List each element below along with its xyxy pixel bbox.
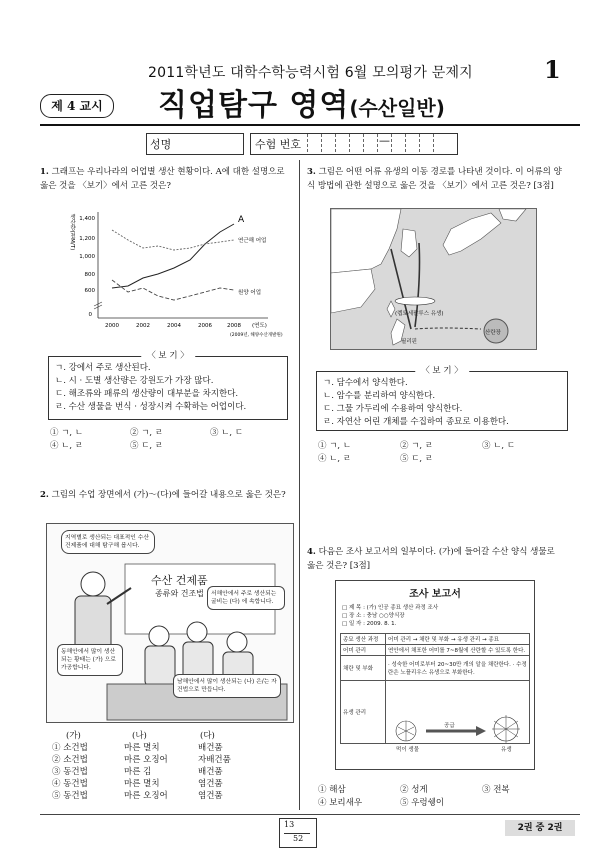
q1-bogi-item: ㄹ. 수산 생물을 번식 · 성장시켜 수확하는 어업이다. <box>55 402 247 412</box>
q1-choice-4[interactable]: ④ ㄴ, ㄹ <box>50 441 84 451</box>
table-row: 유생 관리 <box>341 681 530 744</box>
exam-number-box <box>250 133 458 155</box>
q2-text <box>40 489 292 503</box>
q3-text <box>307 166 565 193</box>
q2-cell: ③ 동건법 <box>52 767 88 777</box>
y-tick-1200: 1,200 <box>79 236 95 242</box>
q2-choice-row-5[interactable] <box>52 790 292 802</box>
q2-cell: 자배건품 <box>198 755 231 765</box>
q2-question: 그림의 수업 장면에서 (가)～(다)에 들어갈 내용으로 옳은 것은? <box>51 490 286 500</box>
header-rule <box>40 124 580 126</box>
map-label-spawn: 산란장 <box>485 330 501 336</box>
q2-choice-row-3[interactable] <box>52 766 292 778</box>
q2-illustration <box>46 523 294 723</box>
chart-source: (2009년, 해양수산개발원) <box>230 333 283 338</box>
subject-main: 직업탐구 영역 <box>158 88 350 123</box>
map-label-larva: (렙토세팔루스 유생) <box>395 311 444 317</box>
q4-choice-3[interactable]: ③ 전복 <box>482 785 510 795</box>
q1-choice-3[interactable]: ③ ㄴ, ㄷ <box>210 428 244 438</box>
q1-bogi-item: ㄴ. 시 · 도별 생산량은 강원도가 가장 많다. <box>55 376 214 386</box>
q1-question: 그래프는 우리나라의 어업별 생산 현황이다. A에 대한 설명으로 옳은 것을 〈보기〉에서 고른 것은? <box>40 167 285 191</box>
column-divider <box>299 160 300 810</box>
page-fraction <box>279 818 317 848</box>
q1-text <box>40 166 292 193</box>
y-tick-1000: 1,000 <box>79 254 95 260</box>
q1-bogi-item: ㄱ. 강에서 주로 생산된다. <box>55 363 151 373</box>
q4-choice-1[interactable]: ① 해삼 <box>318 785 346 795</box>
exam-number-cells <box>307 134 457 154</box>
q2-answer-table <box>52 730 292 802</box>
page-top: 13 <box>284 820 295 829</box>
x-tick-2008: 2008 <box>227 323 241 329</box>
q3-number: 3. <box>307 167 316 177</box>
q1-bogi-title: 〈 보 기 〉 <box>141 350 195 363</box>
exam-title: 2011학년도 대학수학능력시험 6월 모의평가 문제지 <box>148 65 473 81</box>
q2-col-header: (가) <box>66 731 81 741</box>
q1-chart <box>68 200 298 340</box>
q3-bogi-item: ㄱ. 담수에서 양식한다. <box>323 378 408 388</box>
q2-cell: ④ 동건법 <box>52 779 88 789</box>
q2-number: 2. <box>40 490 49 500</box>
footer-rule <box>40 814 580 815</box>
map-label-ph: 필리핀 <box>401 339 417 345</box>
x-tick-2000: 2000 <box>105 323 119 329</box>
q3-bogi-title: 〈 보 기 〉 <box>415 365 469 378</box>
q3-choice-3[interactable]: ③ ㄴ, ㄷ <box>482 441 516 451</box>
y-tick-zero: 0 <box>88 312 92 318</box>
x-tick-2002: 2002 <box>136 323 150 329</box>
q1-choice-1[interactable]: ① ㄱ, ㄴ <box>50 428 84 438</box>
subject-title <box>158 80 445 124</box>
exam-number-dash: — <box>377 134 391 152</box>
q3-choice-1[interactable]: ① ㄱ, ㄴ <box>318 441 352 451</box>
session-badge <box>40 94 114 118</box>
report-table <box>340 633 530 744</box>
q4-question: 다음은 조사 보고서의 일부이다. (가)에 들어갈 수산 양식 생물로 옳은 것은? [3점] <box>307 547 555 571</box>
x-tick-2004: 2004 <box>167 323 181 329</box>
q4-choice-5[interactable]: ⑤ 우렁쉥이 <box>400 798 445 808</box>
q4-number: 4. <box>307 547 316 557</box>
name-box <box>146 133 244 155</box>
img-label-mid: 공급 <box>444 723 455 729</box>
q2-choice-row-1[interactable] <box>52 742 292 754</box>
page-bottom: 52 <box>293 834 304 843</box>
img-label-left: 먹이 생물 <box>396 747 420 753</box>
q2-cell: ⑤ 동건법 <box>52 791 88 801</box>
q2-cell: 마른 김 <box>124 767 152 777</box>
q1-bogi-item: ㄷ. 해조류와 패류의 생산량이 대부분을 차지한다. <box>55 389 239 399</box>
q4-choice-2[interactable]: ② 성게 <box>400 785 428 795</box>
board-title: 수산 건제품 <box>151 574 208 587</box>
session-label: 제 4 교시 <box>51 99 103 113</box>
volume-badge: 2권 중 2권 <box>505 820 575 836</box>
q4-choice-4[interactable]: ④ 보리새우 <box>318 798 363 808</box>
y-tick-600: 600 <box>84 288 95 294</box>
img-label-right: 유생 <box>501 747 512 753</box>
q3-bogi-item: ㄷ. 그물 가두리에 수용하여 양식한다. <box>323 404 463 414</box>
name-label: 성명 <box>150 138 172 151</box>
q3-bogi-item: ㄴ. 암수를 분리하여 양식한다. <box>323 391 436 401</box>
q2-choice-row-2[interactable] <box>52 754 292 766</box>
q2-cell: 배건품 <box>198 743 223 753</box>
bubble-left-top: 지역별로 생산되는 대표적인 수산 건제품에 대해 탐구해 봅시다. <box>61 530 155 554</box>
q2-choice-row-4[interactable] <box>52 778 292 790</box>
y-tick-1400: 1,400 <box>79 216 95 222</box>
q2-cell: 염건품 <box>198 779 223 789</box>
q3-question: 그림은 어떤 어류 유생의 이동 경로를 나타낸 것이다. 이 어류의 양식 방법에 관한 설명으로 옳은 것을 〈보기〉에서 고른 것은? [3점] <box>307 167 562 191</box>
q2-cell: 마른 멸치 <box>124 743 160 753</box>
q1-choice-5[interactable]: ⑤ ㄷ, ㄹ <box>130 441 164 451</box>
subject-sub: (수산일반) <box>349 96 445 120</box>
report-line: □ 장 소 : 충남 ○○양식장 <box>342 613 405 619</box>
report-line: □ 일 자 : 2009. 8. 1. <box>342 621 397 627</box>
table-row: 종묘 생산 과정 어미 관리 → 채란 및 부화 → 유생 관리 → 종묘 <box>341 634 530 645</box>
board-sub: 종류와 건조법 <box>155 589 204 598</box>
x-unit: (연도) <box>252 323 267 329</box>
series-a-label: A <box>238 215 245 225</box>
table-row: 어미 관리 연안에서 채포한 어미를 7~8월에 산란할 수 있도록 한다. <box>341 645 530 656</box>
q3-choice-2[interactable]: ② ㄱ, ㄹ <box>400 441 434 451</box>
q2-col-header: (나) <box>132 731 147 741</box>
bubble-right-top: 서해안에서 주로 생산되는 굴비는 (다) 에 속합니다. <box>207 586 285 610</box>
q1-bogi-box <box>48 351 288 420</box>
report-title: 조사 보고서 <box>409 589 461 600</box>
table-row: 채란 및 부화 · 성숙한 어미로부터 20~30만 개의 알을 채란한다. · 수정란은 노플리우스 유생으로 부화한다. <box>341 656 530 681</box>
series-coastal-label: 연근해 어업 <box>238 238 267 244</box>
q4-report <box>335 580 535 770</box>
report-line: □ 제 목 : (가) 인공 종묘 생산 과정 조사 <box>342 605 439 611</box>
bubble-left-bottom: 동해안에서 많이 생산되는 황태는 (가) 으로 가공합니다. <box>57 644 123 676</box>
q4-text <box>307 546 565 573</box>
q1-number: 1. <box>40 167 49 177</box>
q1-choice-2[interactable]: ② ㄱ, ㄹ <box>130 428 164 438</box>
exam-number-label: 수험 번호 <box>255 138 302 151</box>
y-tick-800: 800 <box>84 272 95 278</box>
q2-cell: 마른 오징어 <box>124 791 168 801</box>
q2-cell: 마른 멸치 <box>124 779 160 789</box>
q3-bogi-item: ㄹ. 자연산 어린 개체를 수집하여 종묘로 이용한다. <box>323 417 509 427</box>
q2-cell: 배건품 <box>198 767 223 777</box>
q3-choice-4[interactable]: ④ ㄴ, ㄹ <box>318 454 352 464</box>
q2-cell: 염건품 <box>198 791 223 801</box>
series-far-label: 원양 어업 <box>238 290 262 296</box>
q2-cell: 마른 오징어 <box>124 755 168 765</box>
q2-col-header: (다) <box>200 731 215 741</box>
bubble-right-bottom: 남해안에서 많이 생산되는 (나) 은/는 자건법으로 만듭니다. <box>173 674 281 698</box>
y-axis-label: 생산량(천M/T) <box>69 214 75 251</box>
q3-choice-5[interactable]: ⑤ ㄷ, ㄹ <box>400 454 434 464</box>
q3-map <box>330 208 537 350</box>
q3-bogi-box <box>316 366 568 431</box>
page-number: 1 <box>544 55 561 84</box>
q2-cell: ② 소건법 <box>52 755 88 765</box>
report-meta <box>342 604 534 628</box>
q2-cell: ① 소건법 <box>52 743 88 753</box>
x-tick-2006: 2006 <box>198 323 212 329</box>
